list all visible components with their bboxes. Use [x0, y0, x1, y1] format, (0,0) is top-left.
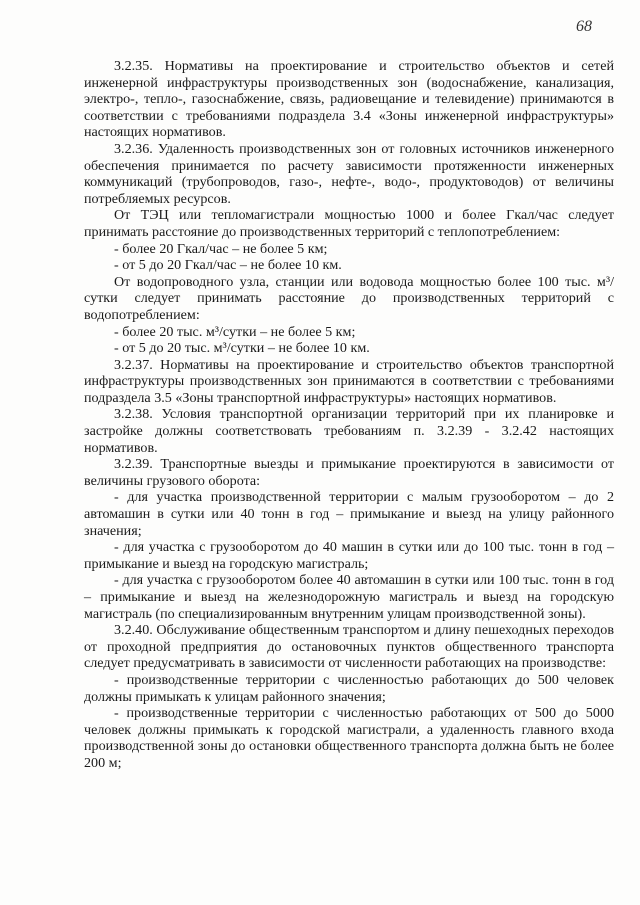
- list-item-heat-2: - от 5 до 20 Гкал/час – не более 10 км.: [114, 257, 342, 274]
- paragraph-heat-distance: От ТЭЦ или тепломагистрали мощностью 1000 и более Гкал/час следует принимать расстояние до производственных территорий с теплопотреблением:: [84, 207, 614, 240]
- list-item-cargo-2: - для участка с грузооборотом до 40 машин в сутки или до 100 тыс. тонн в год – примыкание и выезд на городскую магистраль;: [84, 539, 614, 572]
- paragraph-3-2-37: 3.2.37. Нормативы на проектирование и строительство объектов транспортной инфраструктуры производственных зон принимаются в соответствии с требованиями подраздела 3.5 «Зоны транспортной инфраструктуры» настоящих нормативов.: [84, 356, 614, 406]
- list-item-workers-1: - производственные территории с численностью работающих до 500 человек должны примыкать к улицам районного значения;: [84, 671, 614, 705]
- list-item-water-2: - от 5 до 20 тыс. м³/сутки – не более 10 км.: [114, 340, 370, 357]
- page-number: 68: [576, 18, 592, 35]
- list-item-heat-1: - более 20 Гкал/час – не более 5 км;: [114, 240, 328, 257]
- list-item-workers-2: - производственные территории с численностью работающих от 500 до 5000 человек должны примыкать к городской магистрали, а удаленность главного входа производственной зоны до остановки общественного транспорта должна быть не более 200 м;: [84, 705, 614, 771]
- document-body: [84, 58, 614, 772]
- list-item-cargo-3: - для участка с грузооборотом более 40 автомашин в сутки или 100 тыс. тонн в год – примыкание и выезд на железнодорожную магистраль и выезд на городскую магистраль (по специализированным внутренним улицам производственной зоны).: [84, 572, 614, 622]
- paragraph-3-2-36: 3.2.36. Удаленность производственных зон от головных источников инженерного обеспечения принимается по расчету зависимости протяженности инженерных коммуникаций (трубопроводов, газо-, нефте-, водо-, продуктоводов) от величины потребляемых ресурсов.: [84, 140, 614, 207]
- list-item-water-1: - более 20 тыс. м³/сутки – не более 5 км;: [114, 323, 356, 340]
- paragraph-3-2-38: 3.2.38. Условия транспортной организации территорий при их планировке и застройке должны соответствовать требованиям п. 3.2.39 - 3.2.42 настоящих нормативов.: [84, 406, 614, 456]
- paragraph-3-2-35: 3.2.35. Нормативы на проектирование и строительство объектов и сетей инженерной инфраструктуры производственных зон (водоснабжение, канализация, электро-, тепло-, газоснабжение, связь, радиовещание и телевидение) принимаются в соответствии с требованиями подраздела 3.4 «Зоны инженерной инфраструктуры» настоящих нормативов.: [84, 58, 614, 141]
- paragraph-water-distance: От водопроводного узла, станции или водовода мощностью более 100 тыс. м³/сутки следует принимать расстояние до производственных территорий с водопотреблением:: [84, 273, 614, 323]
- list-item-cargo-1: - для участка производственной территории с малым грузооборотом – до 2 автомашин в сутки или 40 тонн в год – примыкание и выезд на улицу районного значения;: [84, 489, 614, 539]
- paragraph-3-2-39: 3.2.39. Транспортные выезды и примыкание проектируются в зависимости от величины грузового оборота:: [84, 456, 614, 489]
- paragraph-3-2-40: 3.2.40. Обслуживание общественным транспортом и длину пешеходных переходов от проходной предприятия до остановочных пунктов общественного транспорта следует предусматривать в зависимости от численности работающих на производстве:: [84, 622, 614, 672]
